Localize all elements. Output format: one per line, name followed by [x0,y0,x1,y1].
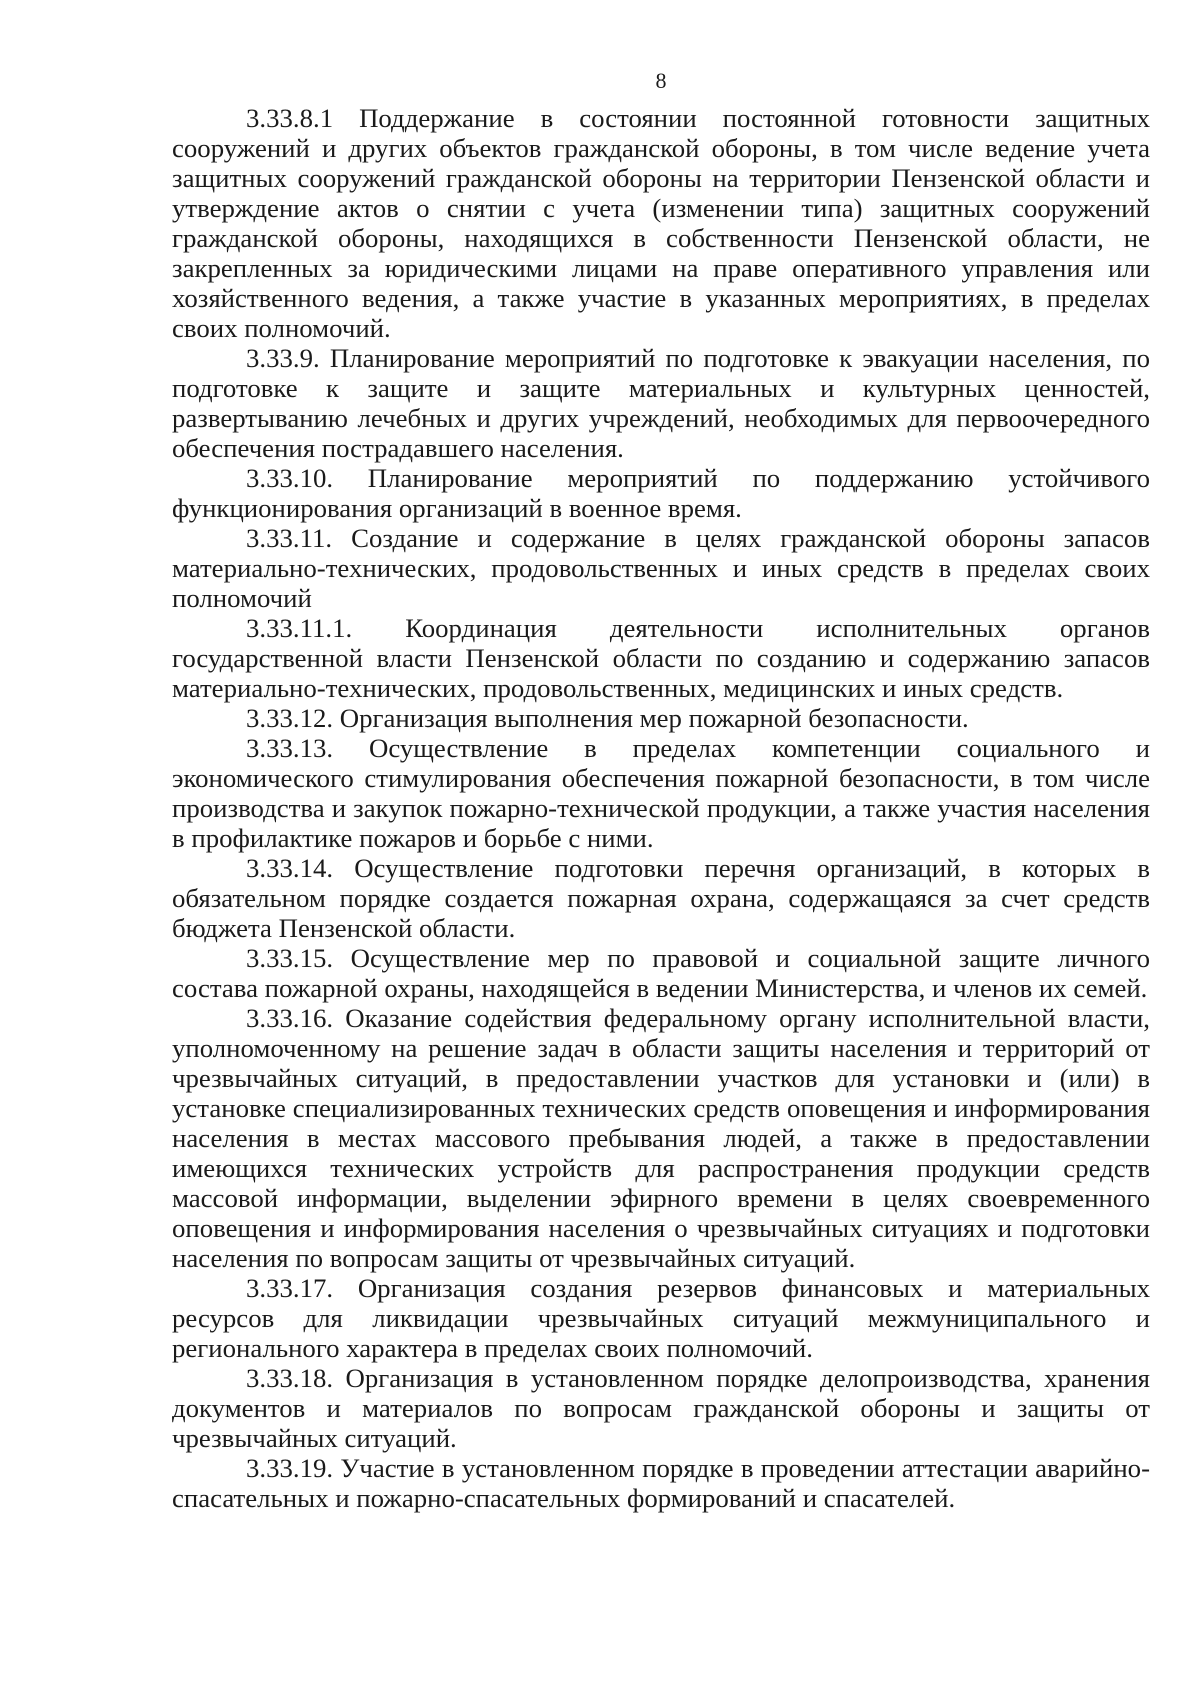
paragraph-3-33-9: 3.33.9. Планирование мероприятий по подготовке к эвакуации населения, по подготовке к защите и защите материальных и культурных ценностей, развертыванию лечебных и других учреждений, необходимых для первоочередного обеспечения пострадавшего населения. [172,343,1150,463]
paragraph-3-33-10: 3.33.10. Планирование мероприятий по поддержанию устойчивого функционирования организаций в военное время. [172,463,1150,523]
paragraph-3-33-11-1: 3.33.11.1. Координация деятельности исполнительных органов государственной власти Пензенской области по созданию и содержанию запасов материально-технических, продовольственных, медицинских и иных средств. [172,613,1150,703]
document-page [172,68,1150,1513]
page-number: 8 [655,68,667,93]
paragraph-3-33-11: 3.33.11. Создание и содержание в целях гражданской обороны запасов материально-технических, продовольственных и иных средств в пределах своих полномочий [172,523,1150,613]
paragraph-3-33-15: 3.33.15. Осуществление мер по правовой и социальной защите личного состава пожарной охраны, находящейся в ведении Министерства, и членов их семей. [172,943,1150,1003]
paragraph-3-33-13: 3.33.13. Осуществление в пределах компетенции социального и экономического стимулирования обеспечения пожарной безопасности, в том числе производства и закупок пожарно-технической продукции, а также участия населения в профилактике пожаров и борьбе с ними. [172,733,1150,853]
paragraph-3-33-8-1: 3.33.8.1 Поддержание в состоянии постоянной готовности защитных сооружений и других объектов гражданской обороны, в том числе ведение учета защитных сооружений гражданской обороны на территории Пензенской области и утверждение актов о снятии с учета (изменении типа) защитных сооружений гражданской обороны, находящихся в собственности Пензенской области, не закрепленных за юридическими лицами на праве оперативного управления или хозяйственного ведения, а также участие в указанных мероприятиях, в пределах своих полномочий. [172,103,1150,343]
paragraph-3-33-16: 3.33.16. Оказание содействия федеральному органу исполнительной власти, уполномоченному на решение задач в области защиты населения и территорий от чрезвычайных ситуаций, в предоставлении участков для установки и (или) в установке специализированных технических средств оповещения и информирования населения в местах массового пребывания людей, а также в предоставлении имеющихся технических устройств для распространения продукции средств массовой информации, выделении эфирного времени в целях своевременного оповещения и информирования населения о чрезвычайных ситуациях и подготовки населения по вопросам защиты от чрезвычайных ситуаций. [172,1003,1150,1273]
paragraph-3-33-12: 3.33.12. Организация выполнения мер пожарной безопасности. [246,703,969,733]
paragraph-3-33-14: 3.33.14. Осуществление подготовки перечня организаций, в которых в обязательном порядке создается пожарная охрана, содержащаяся за счет средств бюджета Пензенской области. [172,853,1150,943]
paragraph-3-33-18: 3.33.18. Организация в установленном порядке делопроизводства, хранения документов и материалов по вопросам гражданской обороны и защиты от чрезвычайных ситуаций. [172,1363,1150,1453]
paragraph-3-33-17: 3.33.17. Организация создания резервов финансовых и материальных ресурсов для ликвидации чрезвычайных ситуаций межмуниципального и регионального характера в пределах своих полномочий. [172,1273,1150,1363]
paragraph-3-33-19: 3.33.19. Участие в установленном порядке в проведении аттестации аварийно-спасательных и пожарно-спасательных формирований и спасателей. [172,1453,1150,1513]
